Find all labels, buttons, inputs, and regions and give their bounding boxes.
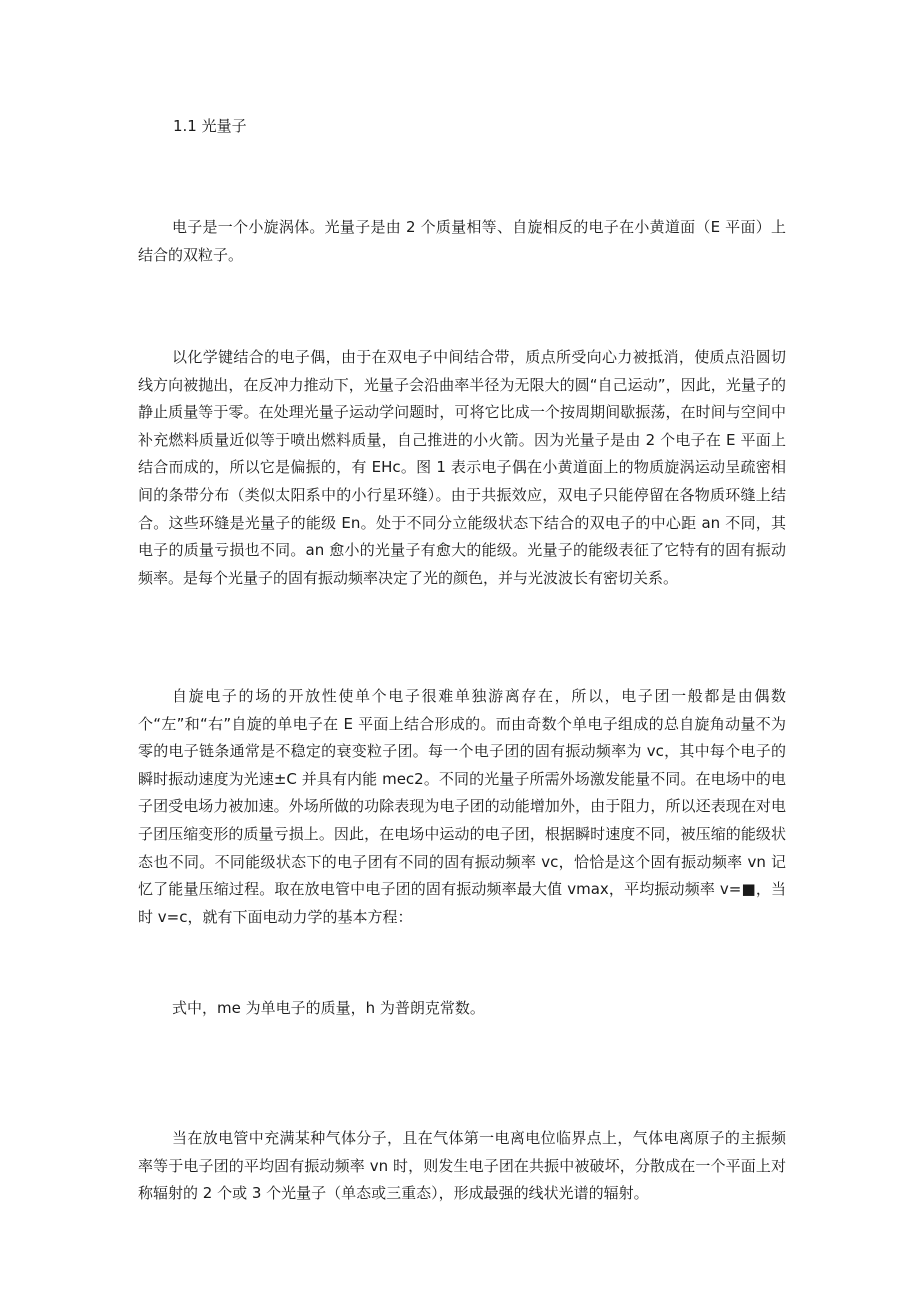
section-heading: 1.1 光量子 <box>173 117 247 135</box>
paragraph-photon-motion: 以化学键结合的电子偶，由于在双电子中间结合带，质点所受向心力被抵消，使质点沿圆切线方向被抛出，在反冲力推动下，光量子会沿曲率半径为无限大的圆“自己运动”，因此，光量子的静止质量等于零。在处理光量子运动学问题时，可将它比成一个按周期间歇振荡，在时间与空间中补充燃料质量近似等于喷出燃料质量，自己推进的小火箭。因为光量子是由 2 个电子在 E 平面上结合而成的，所以它是偏振的，有 EHc。图 1 表示电子偶在小黄道面上的物质旋涡运动呈疏密相间的条带分布（类似太阳系中的小行星环缝）。由于共振效应，双电子只能停留在各物质环缝上结合。这些环缝是光量子的能级 En。处于不同分立能级状态下结合的双电子的中心距 an 不同，其电子的质量亏损也不同。an 愈小的光量子有愈大的能级。光量子的能级表征了它特有的固有振动频率。是每个光量子的固有振动频率决定了光的颜色，并与光波波长有密切关系。 <box>138 348 786 587</box>
paragraph-discharge-tube: 当在放电管中充满某种气体分子，且在气体第一电离电位临界点上，气体电离原子的主振频率等于电子团的平均固有振动频率 vn 时，则发生电子团在共振中被破坏，分散成在一个平面上对称辐射的 2 个或 3 个光量子（单态或三重态），形成最强的线状光谱的辐射。 <box>138 1129 786 1203</box>
paragraph-electron-vortex: 电子是一个小旋涡体。光量子是由 2 个质量相等、自旋相反的电子在小黄道面（E 平面）上结合的双粒子。 <box>138 218 786 264</box>
paragraph-electron-cluster: 自旋电子的场的开放性使单个电子很难单独游离存在，所以，电子团一般都是由偶数个“左”和“右”自旋的单电子在 E 平面上结合形成的。而由奇数个单电子组成的总自旋角动量不为零的电子链条通常是不稳定的衰变粒子团。每一个电子团的固有振动频率为 vc，其中每个电子的瞬时振动速度为光速±C 并具有内能 mec2。不同的光量子所需外场激发能量不同。在电场中的电子团受电场力被加速。外场所做的功除表现为电子团的动能增加外，由于阻力，所以还表现在对电子团压缩变形的质量亏损上。因此，在电场中运动的电子团，根据瞬时速度不同，被压缩的能级状态也不同。不同能级状态下的电子团有不同的固有振动频率 vc，恰恰是这个固有振动频率 vn 记忆了能量压缩过程。取在放电管中电子团的固有振动频率最大值 vmax，平均振动频率 v=■，当时 v=c，就有下面电动力学的基本方程： <box>138 687 786 926</box>
paragraph-formula-note: 式中，me 为单电子的质量，h 为普朗克常数。 <box>172 999 485 1017</box>
